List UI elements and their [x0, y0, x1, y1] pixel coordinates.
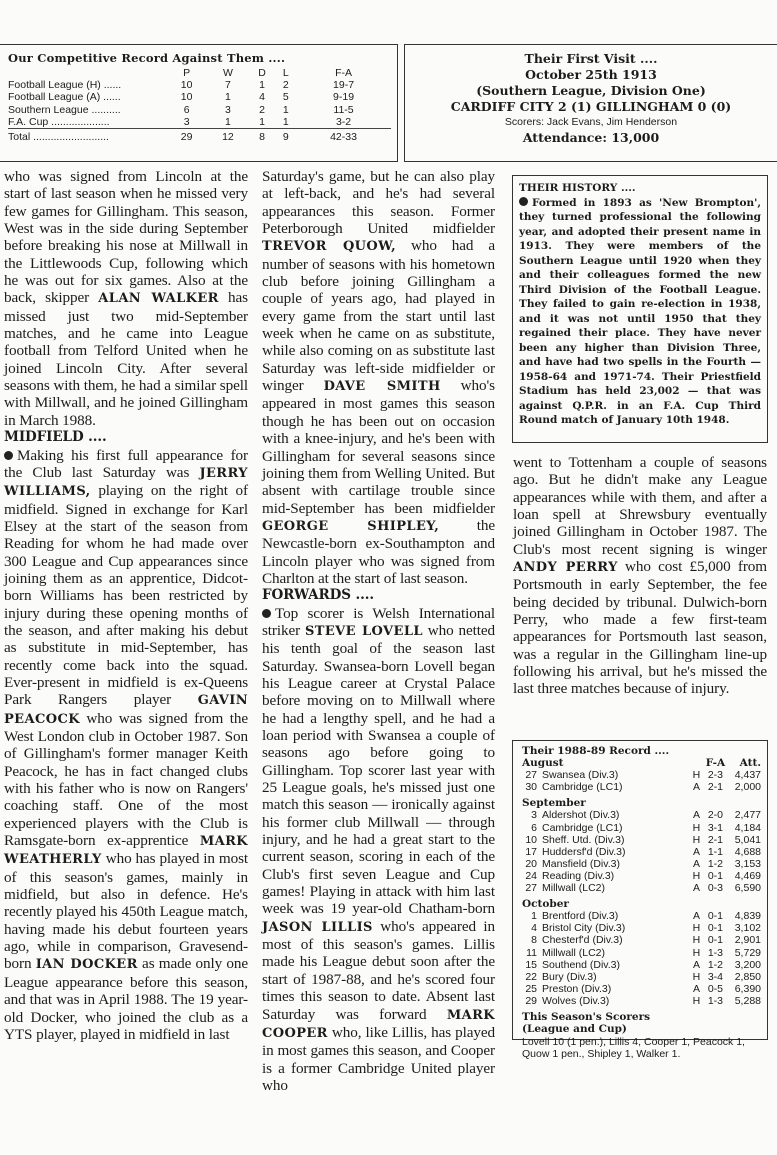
fixture-venue: H	[692, 769, 701, 782]
record-label: Southern League ..........	[8, 103, 121, 116]
record-label: Football League (A) ......	[8, 91, 121, 104]
player-name-mark-cooper: MARK COOPER	[262, 1007, 495, 1041]
record-total-row	[8, 129, 391, 144]
fixture-row	[522, 769, 761, 781]
bullet-icon	[262, 609, 271, 618]
col2-text: who had a number of seasons with his hometown club before joining Gillingham a couple of years ago, had played in every game from the start until last week when he came on as substitute, while also coming on as substitute last Saturday was left-side midfielder or winger	[262, 237, 495, 395]
fixture-day: 6	[531, 821, 537, 834]
fixture-opponent: Millwall (LC2)	[542, 946, 606, 959]
record-label: Football League (H) ......	[8, 79, 122, 92]
season-record-box	[512, 740, 768, 1061]
fixture-day: 15	[525, 958, 537, 971]
fixture-venue: H	[692, 833, 701, 846]
col1-text: as made only one League appearance before this season, and that was in April 1988. The 19 year-old Docker, who joined the club as a YTS player, played in midfield in last	[4, 955, 248, 1043]
month-row	[522, 757, 761, 769]
bullet-icon	[519, 197, 528, 206]
player-name-steve-lovell: STEVE LOVELL	[304, 623, 423, 639]
record-goals: 9-19	[333, 91, 355, 104]
fixture-attendance: 6,390	[734, 982, 761, 995]
record-row	[8, 79, 391, 91]
record-played: 10	[180, 91, 193, 104]
player-name-ian-docker: IAN DOCKER	[35, 957, 138, 973]
player-name-mark-weatherly: MARK WEATHERLY	[4, 834, 248, 868]
record-lost: 9	[275, 129, 296, 144]
col-l: L	[282, 67, 289, 79]
record-label: F.A. Cup ....................	[8, 115, 110, 128]
col-fa: F-A	[335, 67, 352, 79]
fixture-opponent: Swansea (Div.3)	[542, 769, 619, 782]
fixture-opponent: Bristol City (Div.3)	[542, 922, 626, 935]
fixture-venue: H	[692, 946, 701, 959]
fixture-attendance: 4,688	[734, 845, 761, 858]
fixture-venue: H	[692, 934, 701, 947]
fixture-opponent: Bury (Div.3)	[542, 970, 597, 983]
record-played: 29	[166, 129, 207, 144]
fixture-attendance: 3,102	[734, 922, 761, 935]
month-label: August	[522, 757, 564, 770]
fixture-attendance: 2,901	[734, 934, 761, 947]
fixture-opponent: Brentford (Div.3)	[542, 910, 619, 923]
record-drawn: 1	[259, 115, 265, 128]
season-record-header-row	[522, 745, 761, 757]
fixture-score: 1-1	[707, 845, 724, 858]
record-drawn: 4	[259, 91, 265, 104]
fixture-venue: H	[692, 970, 701, 983]
player-name-dave-smith: DAVE SMITH	[323, 379, 441, 395]
fixture-day: 25	[525, 982, 537, 995]
record-won: 1	[225, 115, 231, 128]
fixture-attendance: 5,041	[734, 833, 761, 846]
fixture-opponent: Cambridge (LC1)	[542, 781, 623, 794]
player-name-trevor-quow: TREVOR QUOW,	[262, 239, 397, 255]
fixture-row	[522, 983, 761, 995]
section-heading-forwards: FORWARDS ....	[262, 587, 374, 604]
fixture-row	[522, 947, 761, 959]
fixture-row	[522, 934, 761, 946]
player-name-jerry-williams: JERRY WILLIAMS,	[4, 465, 248, 500]
record-goals: 19-7	[333, 79, 355, 92]
fixture-score: 2-1	[707, 833, 724, 846]
record-won: 3	[225, 103, 231, 116]
record-goals: 3-2	[335, 115, 352, 128]
record-won: 12	[207, 129, 248, 144]
fixture-attendance: 5,729	[734, 946, 761, 959]
fixture-score: 3-4	[707, 970, 724, 983]
fixture-day: 8	[531, 934, 537, 947]
col-fa-header: F-A	[705, 757, 726, 770]
record-drawn: 1	[259, 79, 265, 92]
scorers-list: Lovell 10 (1 pen.), Lillis 4, Cooper 1, Peacock 1, Quow 1 pen., Shipley 1, Walker 1.	[522, 1035, 745, 1061]
fixture-venue: H	[692, 869, 701, 882]
col2-text: who's appeared in most games this season though he has been out on occasion with a knee-injury, and he's been with Gillingham for several seasons since joining them from Welling United. But absent with cartilage trouble since mid-September has been midfielder	[262, 377, 495, 517]
fixture-row	[522, 834, 761, 846]
fixture-venue: A	[692, 845, 700, 858]
col1-text: who was signed from Lincoln at the start of last season when he missed very few games for Gillingham. This season, West was in the side during September before breaking his nose at Millwall in the Littlewoods Cup, following which he was out for six games. Also at the back, skipper	[4, 168, 248, 307]
club-history-text: Formed in 1893 as 'New Brompton', they turned professional the following year, and adopted their present name in 1913. They were members of the Southern League until 1920 when they and their colleagues formed the new Third Division of the Football League. They failed to gain re-election in 1938, and it was not until 1950 that they regained their place. They have never been any higher than Division Three, and have had two spells in the Fourth — 1958-64 and 1971-74. Their Priestfield Stadium has held 23,002 — that was against Q.P.R. in an F.A. Cup Third Round match of January 10th 1948.	[519, 196, 761, 426]
record-lost: 2	[282, 79, 289, 92]
fixture-opponent: Wolves (Div.3)	[542, 994, 610, 1007]
season-record-heading: Their 1988-89 Record ....	[522, 745, 670, 757]
record-lost: 1	[282, 115, 289, 128]
scorers-subheading: (League and Cup)	[522, 1023, 627, 1036]
fixture-score: 0-1	[707, 869, 724, 882]
player-name-jason-lillis: JASON LILLIS	[262, 919, 373, 935]
col1-text: who was signed from the West London club in October 1987. Son of Gillingham's former manager Keith Peacock, he has in fact changed clubs with his father who is now on Rangers' coaching staff. One of the most experienced players with the Club is Ramsgate-born ex-apprentice	[4, 709, 248, 850]
fixture-venue: A	[692, 781, 700, 794]
fixture-venue: A	[692, 910, 700, 923]
fixture-day: 10	[525, 833, 537, 846]
article-column-3	[513, 454, 767, 698]
record-row	[8, 91, 391, 103]
fixture-score: 2-0	[707, 809, 724, 822]
fixture-day: 29	[525, 994, 537, 1007]
fixture-opponent: Mansfield (Div.3)	[542, 857, 620, 870]
month-row	[522, 793, 761, 809]
first-visit-attendance: Attendance: 13,000	[522, 130, 660, 145]
col1-text: Making his first full appearance for the Club last Saturday was	[4, 446, 248, 481]
fixture-opponent: Cambridge (LC1)	[542, 821, 623, 834]
record-header-row	[8, 67, 391, 79]
fixture-row	[522, 882, 761, 894]
col3-text: who cost £5,000 from Portsmouth in early September, the fee being decided by tribunal. Dulwich-born Perry, who made a few first-team appearances for Portsmouth last season, was a regular in the Gillingham line-up following his arrival, but he's missed the last three matches because of injury.	[513, 558, 767, 698]
fixture-day: 22	[525, 970, 537, 983]
col1-text: has missed just two mid-September matches, and he came into League football from Telford United when he joined Lincoln City. After several seasons with them, he had a similar spell with Millwall, and he joined Gillingham in March 1988.	[4, 289, 248, 429]
fixture-day: 30	[525, 781, 537, 794]
record-lost: 1	[282, 103, 289, 116]
col2-text: the Newcastle-born ex-Southampton and Lincoln player who was signed from Charlton at the start of last season.	[262, 516, 495, 587]
col1-text: who has played in most of this season's games, mainly in midfield, but also in defence. He's recently played his 450th League match, having made his debut fourteen years ago, while in comparison, Gravesend-born	[4, 850, 248, 973]
fixture-opponent: Reading (Div.3)	[542, 869, 615, 882]
fixture-day: 4	[531, 922, 537, 935]
first-visit-competition: (Southern League, Division One)	[476, 83, 706, 98]
fixture-score: 1-3	[707, 946, 724, 959]
club-history-heading: THEIR HISTORY ....	[519, 182, 636, 194]
record-row	[8, 116, 391, 129]
fixture-row	[522, 995, 761, 1007]
fixture-attendance: 4,469	[734, 869, 761, 882]
month-row	[522, 894, 761, 910]
fixture-row	[522, 922, 761, 934]
player-name-alan-walker: ALAN WALKER	[98, 291, 219, 307]
fixture-attendance: 2,000	[734, 781, 761, 794]
fixture-attendance: 2,850	[734, 970, 761, 983]
fixture-venue: H	[692, 821, 701, 834]
fixture-row	[522, 858, 761, 870]
first-visit-result: CARDIFF CITY 2 (1) GILLINGHAM 0 (0)	[450, 99, 732, 114]
fixture-row	[522, 809, 761, 821]
article-column-2	[262, 168, 495, 1094]
player-name-andy-perry: ANDY PERRY	[513, 560, 618, 576]
fixture-score: 1-2	[707, 857, 724, 870]
fixture-score: 1-2	[707, 958, 724, 971]
player-name-george-shipley: GEORGE SHIPLEY,	[262, 518, 440, 534]
fixture-attendance: 3,153	[734, 857, 761, 870]
fixture-attendance: 5,288	[734, 994, 761, 1007]
fixture-row	[522, 846, 761, 858]
first-visit-box	[404, 44, 777, 162]
fixture-day: 1	[531, 910, 537, 923]
fixture-row	[522, 822, 761, 834]
fixture-opponent: Huddersf'd (Div.3)	[542, 845, 626, 858]
month-label: October	[522, 898, 569, 911]
record-row	[8, 104, 391, 116]
bullet-icon	[4, 451, 13, 460]
fixture-venue: A	[692, 958, 700, 971]
record-won: 7	[225, 79, 231, 92]
col-p: P	[183, 67, 191, 79]
fixture-venue: A	[692, 809, 700, 822]
fixture-row	[522, 910, 761, 922]
fixture-attendance: 4,437	[734, 769, 761, 782]
fixture-attendance: 4,184	[734, 821, 761, 834]
record-played: 10	[180, 79, 193, 92]
fixture-opponent: Millwall (LC2)	[542, 882, 606, 895]
fixture-attendance: 3,200	[734, 958, 761, 971]
fixture-day: 20	[525, 857, 537, 870]
fixture-opponent: Aldershot (Div.3)	[542, 809, 620, 822]
fixture-score: 0-3	[707, 882, 724, 895]
fixture-score: 2-3	[707, 769, 724, 782]
fixture-attendance: 4,839	[734, 910, 761, 923]
fixture-score: 3-1	[707, 821, 724, 834]
record-goals: 11-5	[333, 103, 354, 116]
season-record-table	[522, 745, 761, 1007]
fixture-score: 1-3	[707, 994, 724, 1007]
fixture-opponent: Southend (Div.3)	[542, 958, 621, 971]
section-heading-midfield: MIDFIELD ....	[4, 429, 107, 446]
fixture-day: 11	[526, 946, 537, 959]
fixture-score: 0-5	[707, 982, 724, 995]
record-played: 6	[183, 103, 190, 116]
fixture-score: 0-1	[707, 934, 724, 947]
col2-text: who's appeared in most of this season's games. Lillis made his League debut soon after the start of 1987-88, and he's scored four times this season to date. Absent last Saturday was forward	[262, 917, 495, 1023]
fixture-venue: H	[692, 922, 701, 935]
record-won: 1	[225, 91, 231, 104]
competitive-record-box	[0, 44, 398, 162]
fixture-score: 0-1	[707, 922, 724, 935]
fixture-row	[522, 870, 761, 882]
player-name-gavin-peacock: GAVIN PEACOCK	[4, 693, 248, 727]
fixture-venue: A	[692, 982, 700, 995]
fixture-day: 17	[525, 845, 537, 858]
fixture-day: 3	[531, 809, 537, 822]
first-visit-heading: Their First Visit ....	[524, 51, 658, 66]
record-drawn: 2	[259, 103, 265, 116]
club-history-box	[512, 175, 768, 443]
col2-text: Top scorer is Welsh International striker	[262, 604, 495, 639]
fixture-score: 2-1	[707, 781, 724, 794]
col-w: W	[222, 67, 233, 79]
article-column-1	[4, 168, 248, 1043]
fixture-attendance: 2,477	[734, 809, 761, 822]
col2-text: who, like Lillis, has played in most games this season, and Cooper is a former Cambridge United player who	[262, 1023, 495, 1094]
competitive-record-title: Our Competitive Record Against Them ....	[8, 51, 286, 65]
scorers-heading: This Season's Scorers	[522, 1010, 651, 1023]
record-played: 3	[183, 115, 190, 128]
first-visit-date: October 25th 1913	[525, 67, 657, 82]
col2-text: Saturday's game, but he can also play at left-back, and he's had several appearances this season. Former Peterborough United midfielder	[262, 168, 495, 238]
col-att-header: Att.	[739, 757, 761, 770]
first-visit-scorers: Scorers: Jack Evans, Jim Henderson	[504, 116, 678, 128]
fixture-venue: A	[692, 882, 700, 895]
fixture-row	[522, 971, 761, 983]
fixture-day: 27	[525, 769, 537, 782]
record-lost: 5	[282, 91, 289, 104]
fixture-row	[522, 781, 761, 793]
fixture-opponent: Chesterf'd (Div.3)	[542, 934, 623, 947]
fixture-opponent: Sheff. Utd. (Div.3)	[542, 833, 625, 846]
fixture-day: 24	[525, 869, 537, 882]
fixture-venue: H	[692, 994, 701, 1007]
fixture-row	[522, 959, 761, 971]
fixture-day: 27	[525, 882, 537, 895]
col-d: D	[258, 67, 266, 79]
fixture-attendance: 6,590	[734, 882, 761, 895]
competitive-record-table	[8, 67, 391, 143]
month-label: September	[522, 797, 586, 810]
fixture-opponent: Preston (Div.3)	[542, 982, 612, 995]
record-goals: 42-33	[296, 129, 391, 144]
fixture-score: 0-1	[707, 910, 724, 923]
record-label: Total ..........................	[8, 129, 166, 144]
col1-text: playing on the right of midfield. Signed in exchange for Karl Elsey at the start of the season from Reading for whom he had made over 300 League and Cup appearances since joining them as an apprentice, Didcot-born Williams has been restricted by injury during these opening months of the season, and after making his debut as substitute in mid-September, has recently come back into the squad. Ever-present in midfield is ex-Queens Park Rangers player	[4, 482, 248, 709]
record-drawn: 8	[249, 129, 276, 144]
col3-text: went to Tottenham a couple of seasons ago. But he didn't make any League appearances while with them, and after a loan spell at Shrewsbury eventually joined Gillingham in October 1987. The Club's most recent signing is winger	[513, 454, 767, 558]
fixture-venue: A	[692, 857, 700, 870]
col2-text: who netted his tenth goal of the season last Saturday. Swansea-born Lovell began his League career at Crystal Palace before moving on to Millwall where he had a lengthy spell, and he had a loan period with Swansea a couple of seasons ago before going to Gillingham. Top scorer last year with 25 League goals, he's missed just one match this season — ironically against his former club Millwall — through injury, and he had a great start to the current season, scoring in each of the Club's first seven League and Cup games! Playing in attack with him last week was 19 year-old Chatham-born	[262, 621, 495, 918]
